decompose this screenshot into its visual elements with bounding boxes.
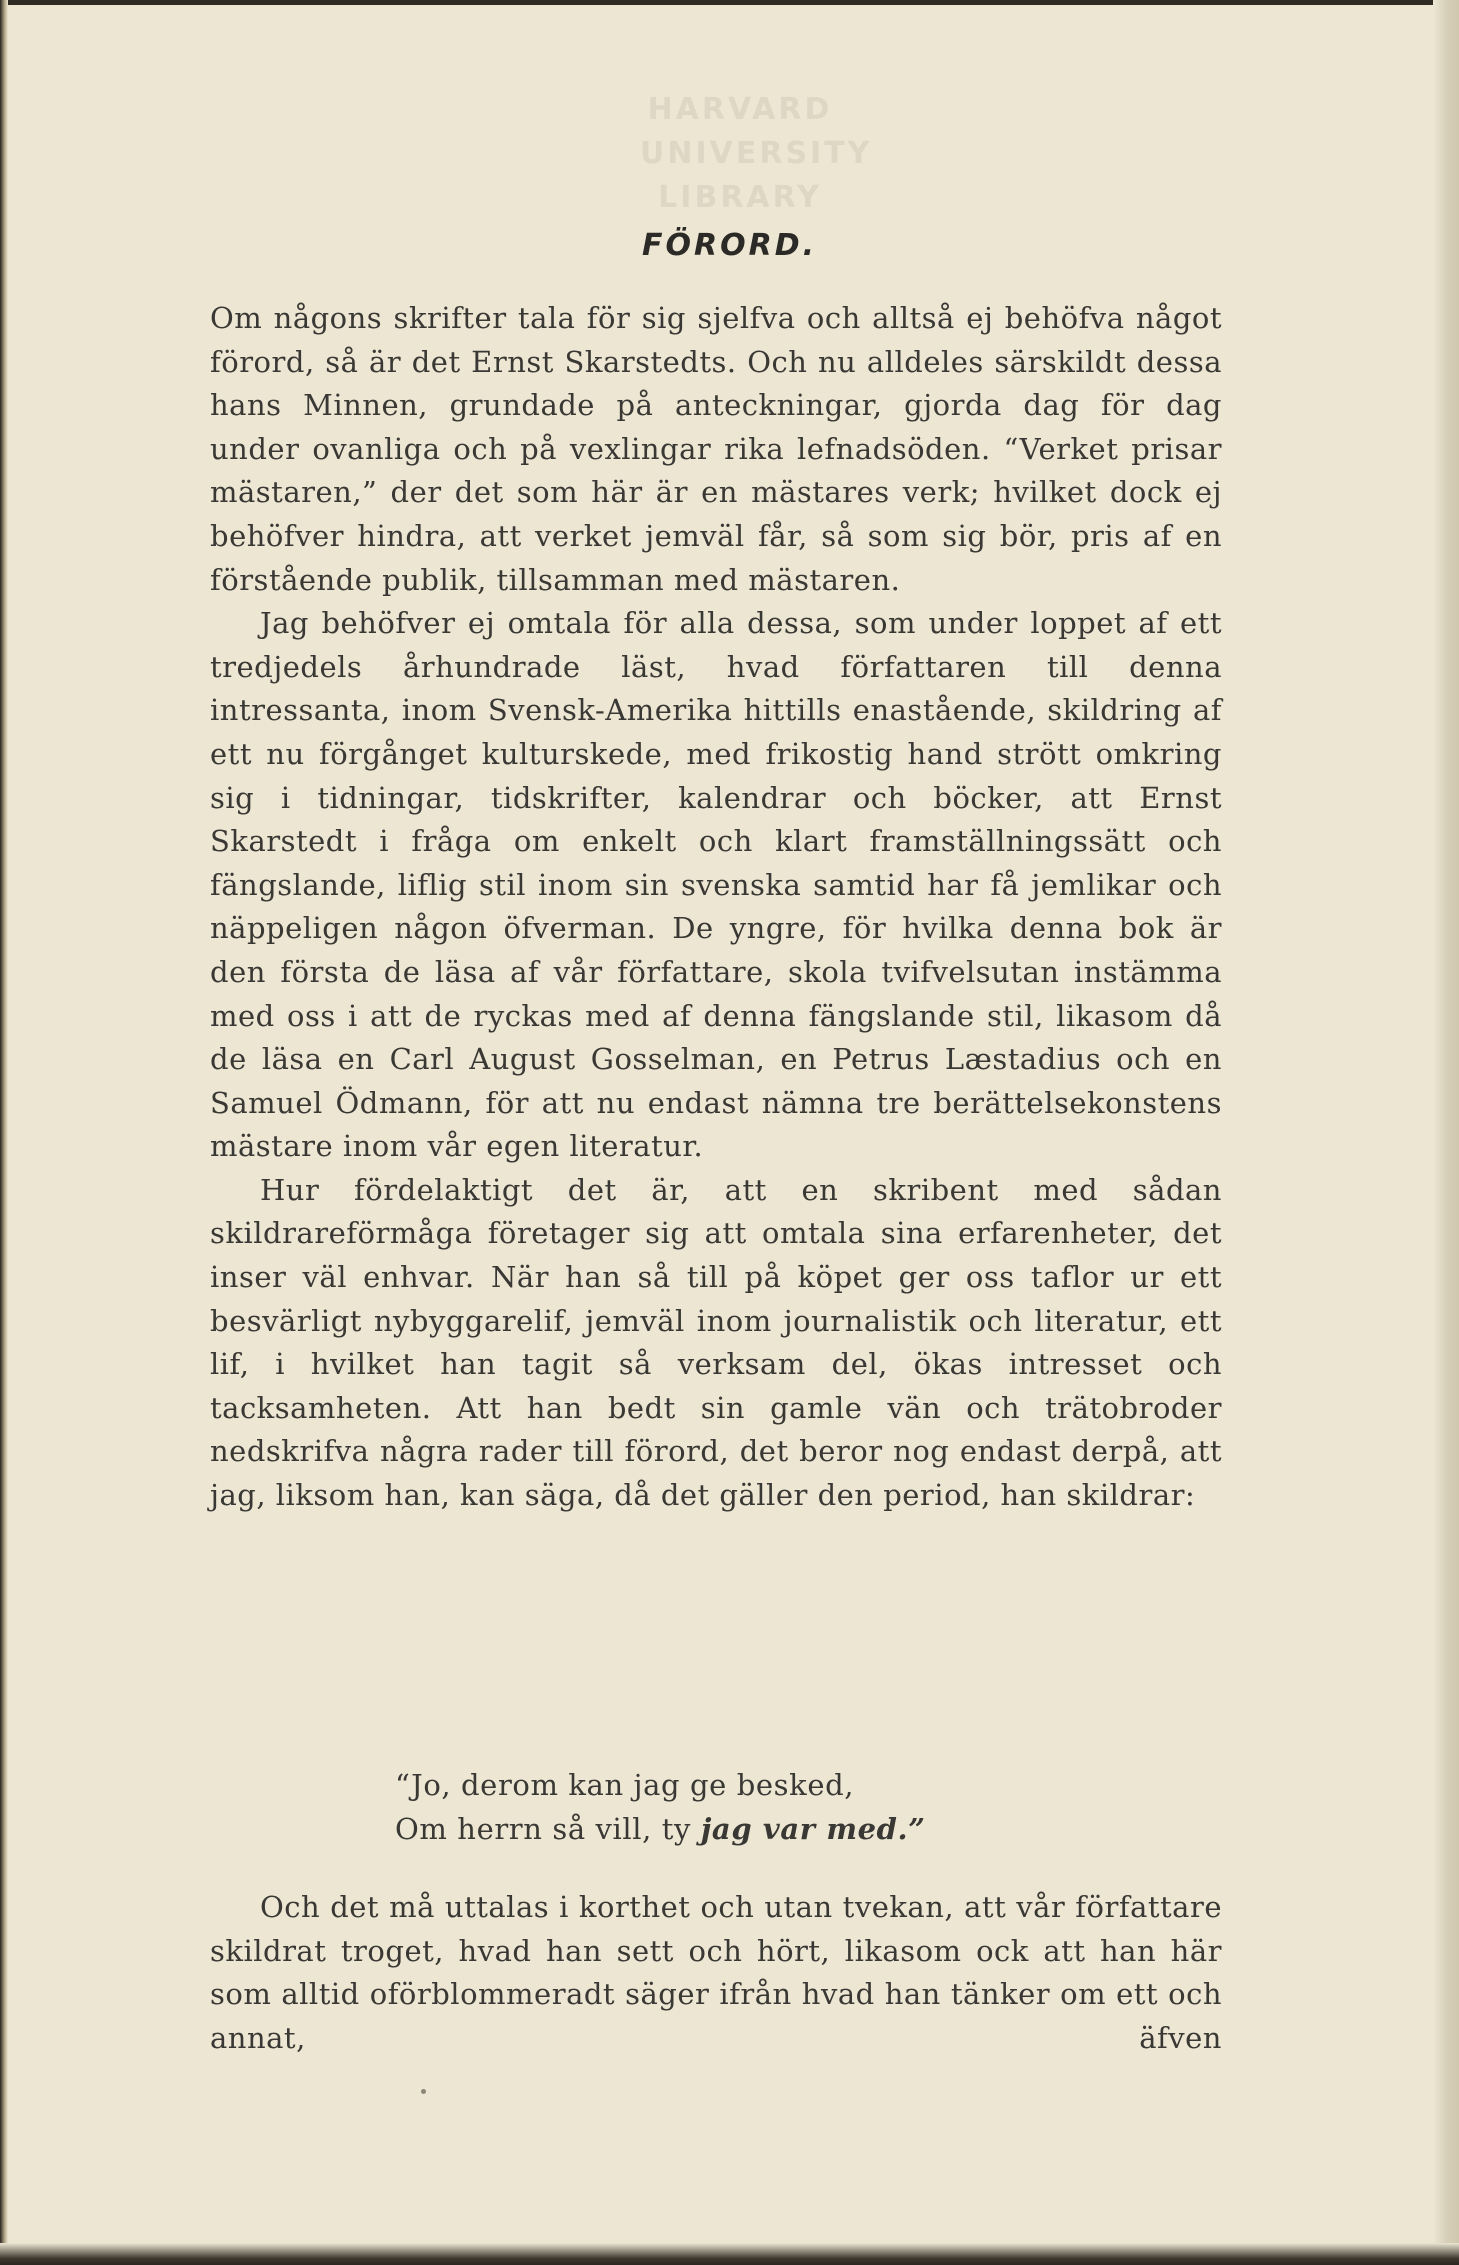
verse-quote [395, 1764, 926, 1851]
verse-line-2-plain: Om herrn så vill, ty [395, 1811, 701, 1846]
paragraph-1: Om någons skrifter tala för sig sjelfva och alltså ej behöfva något förord, så är det Ernst Skarstedts. Och nu alldeles särskildt dessa hans Minnen, grundade på anteckningar, gjorda dag för dag under ovanliga och på vexlingar rika lefnadsöden. “Verket prisar mästaren,” der det som här är en mästares verk; hvilket dock ej behöfver hindra, att verket jemväl får, så som sig bör, pris af en förstående publik, tillsamman med mästaren. [210, 301, 1222, 597]
verse-line-2-emphasis: jag var med.” [700, 1811, 926, 1846]
paper-speck [421, 2089, 426, 2094]
page-right-edge [1433, 0, 1459, 2265]
verse-line-1: “Jo, derom kan jag ge besked, [395, 1768, 855, 1802]
paragraph-2: Jag behöfver ej omtala för alla dessa, som under loppet af ett tredjedels århundrade läst, hvad författaren till denna intressanta, inom Svensk-Amerika hittills enastående, skildring af ett nu förgånget kulturskede, med frikostig hand strött omkring sig i tidningar, tidskrifter, kalendrar och böcker, att Ernst Skarstedt i fråga om enkelt och klart framställningssätt och fängslande, liflig stil inom sin svenska samtid har få jemlikar och näppeligen någon öfverman. De yngre, för hvilka denna bok är den första de läsa af vår författare, skola tvifvelsutan instämma med oss i att de ryckas med af denna fängslande stil, likasom då de läsa en Carl August Gosselman, en Petrus Læstadius och en Samuel Ödmann, för att nu endast nämna tre berättelsekonstens mästare inom vår egen literatur. [210, 606, 1222, 1164]
stamp-line: HARVARD [647, 92, 833, 127]
body-text [210, 297, 1222, 1518]
page-bottom-edge [0, 2243, 1459, 2265]
library-stamp [640, 88, 873, 220]
closing-paragraph: Och det må uttalas i korthet och utan tvekan, att vår författare skildrat troget, hvad han sett och hört, likasom ock att han här som alltid oförblommeradt säger ifrån hvad han tänker om ett och annat, äfven [210, 1890, 1222, 2055]
page-left-edge [0, 0, 8, 2265]
page-top-edge [0, 0, 1459, 5]
verse-line-2 [395, 1808, 926, 1852]
stamp-line: UNIVERSITY [640, 136, 873, 171]
closing-text [210, 1886, 1222, 2060]
paragraph-3: Hur fördelaktigt det är, att en skribent med sådan skildrareförmåga företager sig att omtala sina erfarenheter, det inser väl enhvar. När han så till på köpet ger oss taflor ur ett besvärligt nybyggarelif, jemväl inom journalistik och literatur, ett lif, i hvilket han tagit så verksam del, ökas intresset och tacksamheten. Att han bedt sin gamle vän och trätobroder nedskrifva några rader till förord, det beror nog endast derpå, att jag, liksom han, kan säga, då det gäller den period, han skildrar: [210, 1172, 1222, 1513]
stamp-line: LIBRARY [658, 180, 822, 215]
page-title: FÖRORD. [642, 228, 817, 263]
